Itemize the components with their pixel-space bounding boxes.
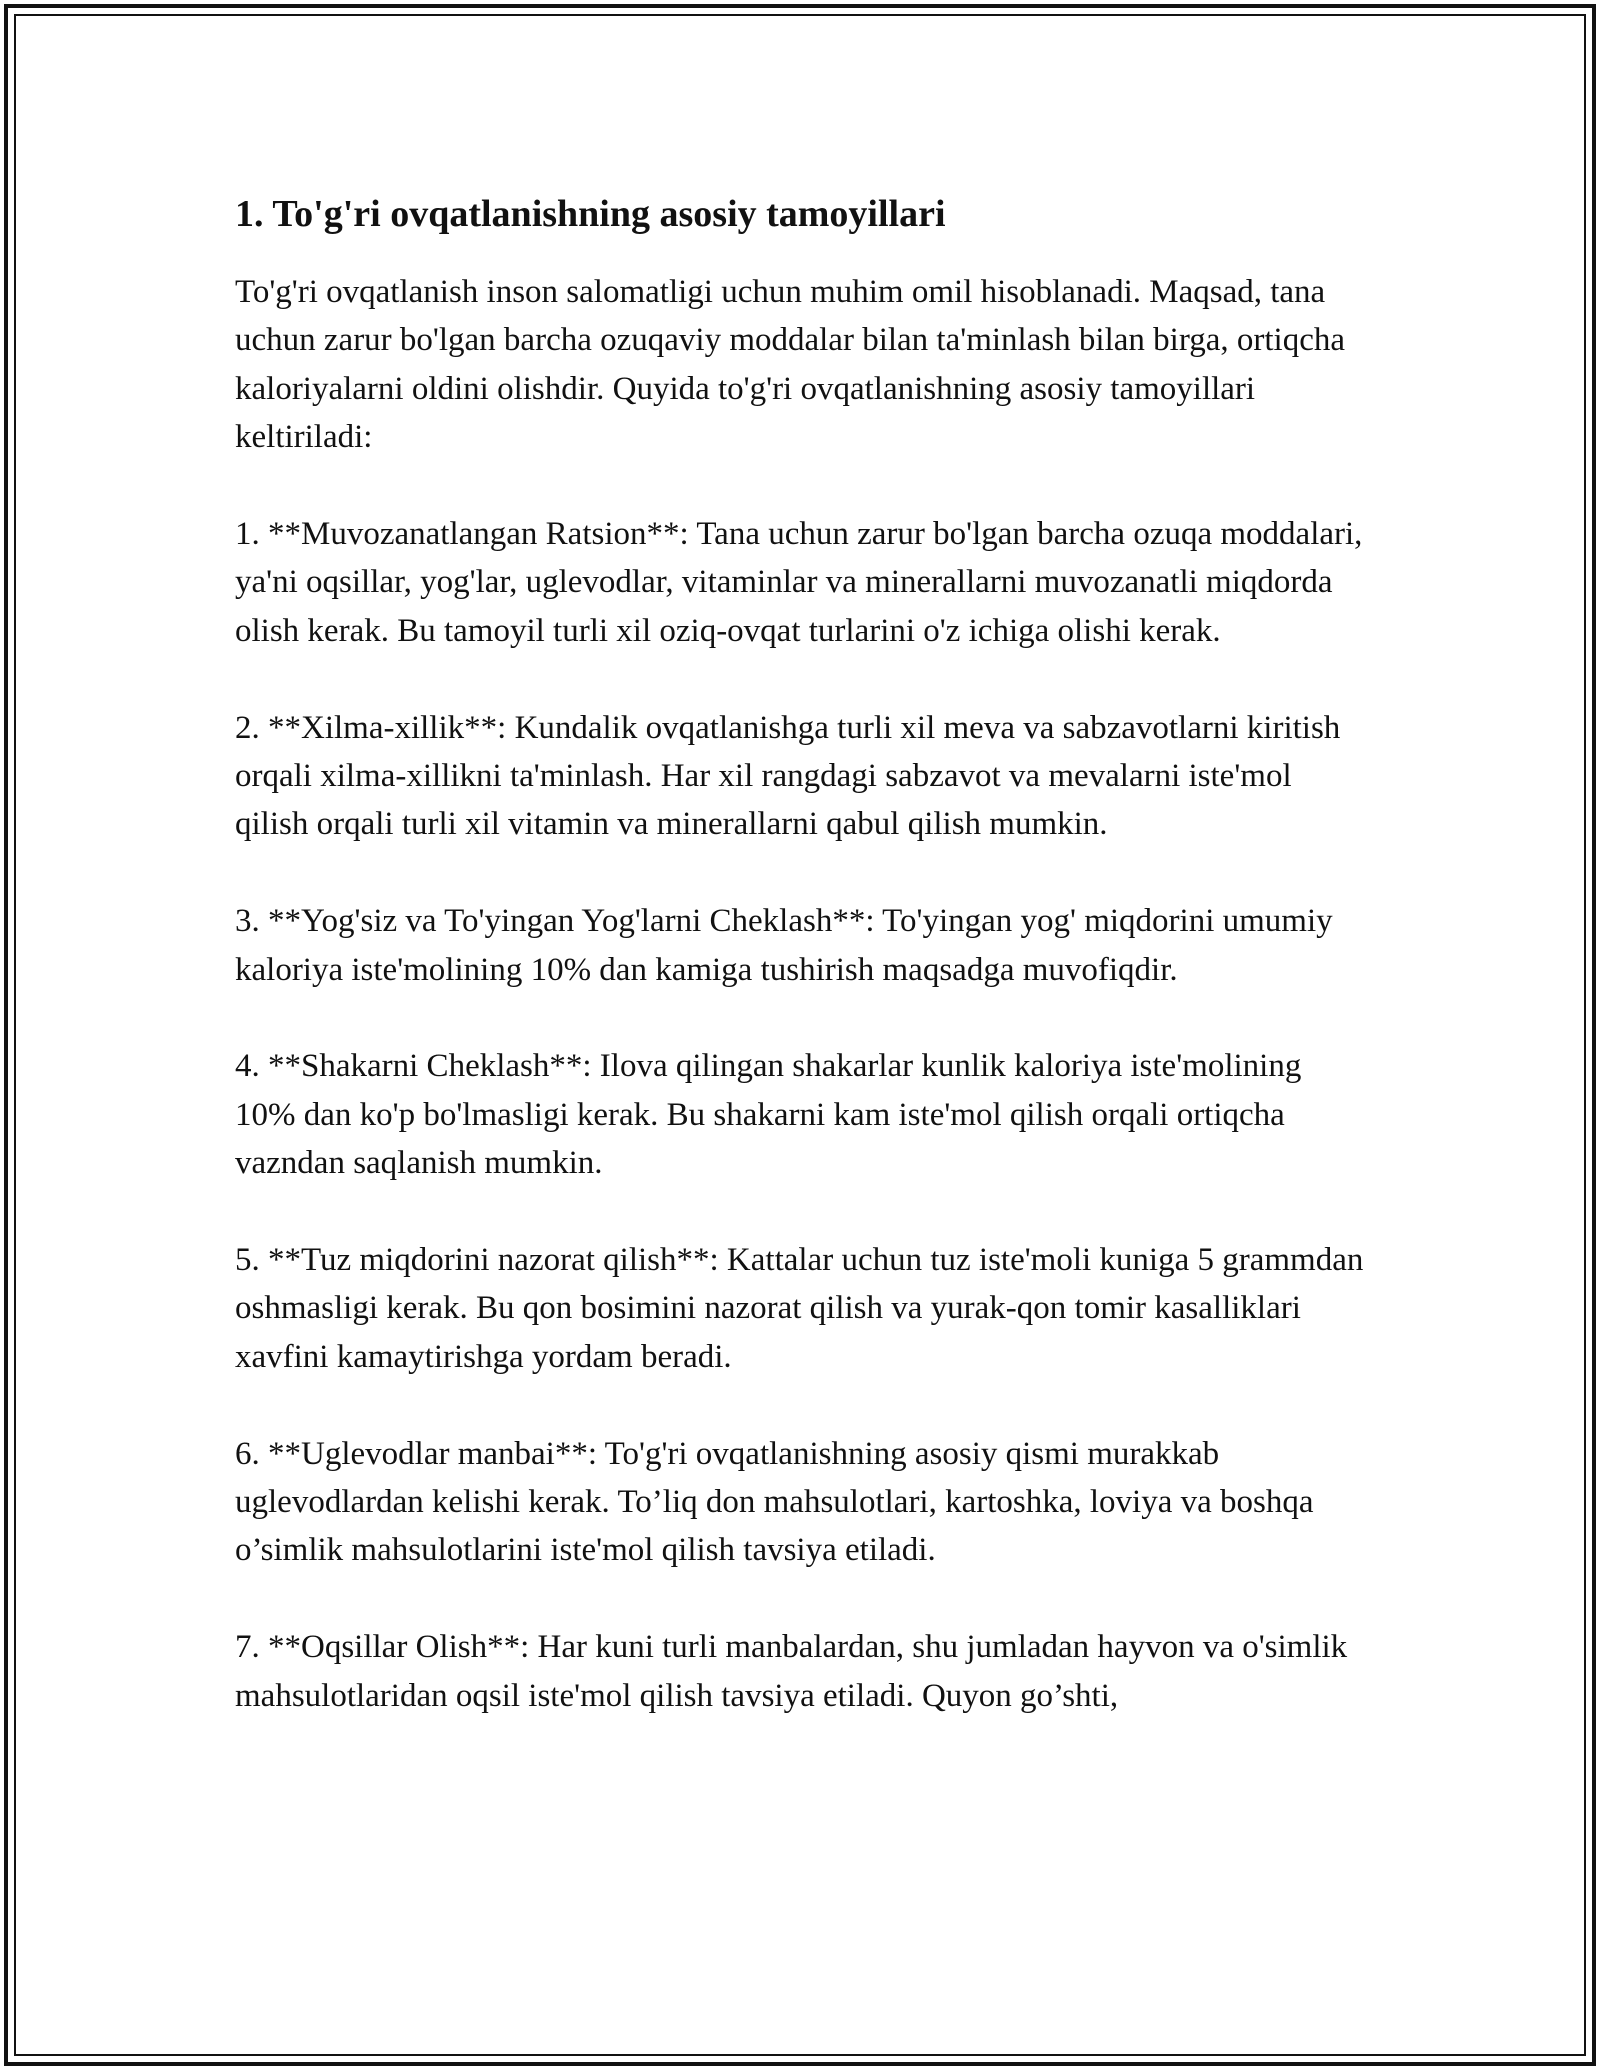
list-item: 7. **Oqsillar Olish**: Har kuni turli manbalardan, shu jumladan hayvon va o'simlik mahsulotlaridan oqsil iste'mol qilish tavsiya etiladi. Quyon go’shti, xyxy=(235,1629,1348,1714)
list-item: 5. **Tuz miqdorini nazorat qilish**: Kattalar uchun tuz iste'moli kuniga 5 grammdan oshmasligi kerak. Bu qon bosimini nazorat qilish va yurak-qon tomir kasalliklari xavfini kamaytirishga yordam beradi. xyxy=(235,1242,1364,1375)
document-body xyxy=(235,186,1365,1720)
principles-list xyxy=(235,510,1365,1720)
list-item: 1. **Muvozanatlangan Ratsion**: Tana uchun zarur bo'lgan barcha ozuqa moddalari, ya'ni oqsillar, yog'lar, uglevodlar, vitaminlar va minerallarni muvozanatli miqdorda olish kerak. Bu tamoyil turli xil oziq-ovqat turlarini o'z ichiga olishi kerak. xyxy=(235,516,1363,649)
list-item: 2. **Xilma-xillik**: Kundalik ovqatlanishga turli xil meva va sabzavotlarni kiritish orqali xilma-xillikni ta'minlash. Har xil rangdagi sabzavot va mevalarni iste'mol qilish orqali turli xil vitamin va minerallarni qabul qilish mumkin. xyxy=(235,709,1341,843)
list-item: 6. **Uglevodlar manbai**: To'g'ri ovqatlanishning asosiy qismi murakkab uglevodlardan kelishi kerak. To’liq don mahsulotlari, kartoshka, loviya va boshqa o’simlik mahsulotlarini iste'mol qilish tavsiya etiladi. xyxy=(235,1435,1314,1569)
list-item: 3. **Yog'siz va To'yingan Yog'larni Cheklash**: To'yingan yog' miqdorini umumiy kaloriya iste'molining 10% dan kamiga tushirish maqsadga muvofiqdir. xyxy=(235,903,1333,988)
section-heading: 1. To'g'ri ovqatlanishning asosiy tamoyillari xyxy=(235,193,946,235)
list-item: 4. **Shakarni Cheklash**: Ilova qilingan shakarlar kunlik kaloriya iste'molining 10% dan ko'p bo'lmasligi kerak. Bu shakarni kam iste'mol qilish orqali ortiqcha vazndan saqlanish mumkin. xyxy=(235,1048,1302,1182)
intro-paragraph: To'g'ri ovqatlanish inson salomatligi uchun muhim omil hisoblanadi. Maqsad, tana uchun zarur bo'lgan barcha ozuqaviy moddalar bilan ta'minlash bilan birga, ortiqcha kaloriyalarni oldini olishdir. Quyida to'g'ri ovqatlanishning asosiy tamoyillari keltiriladi: xyxy=(235,274,1345,456)
